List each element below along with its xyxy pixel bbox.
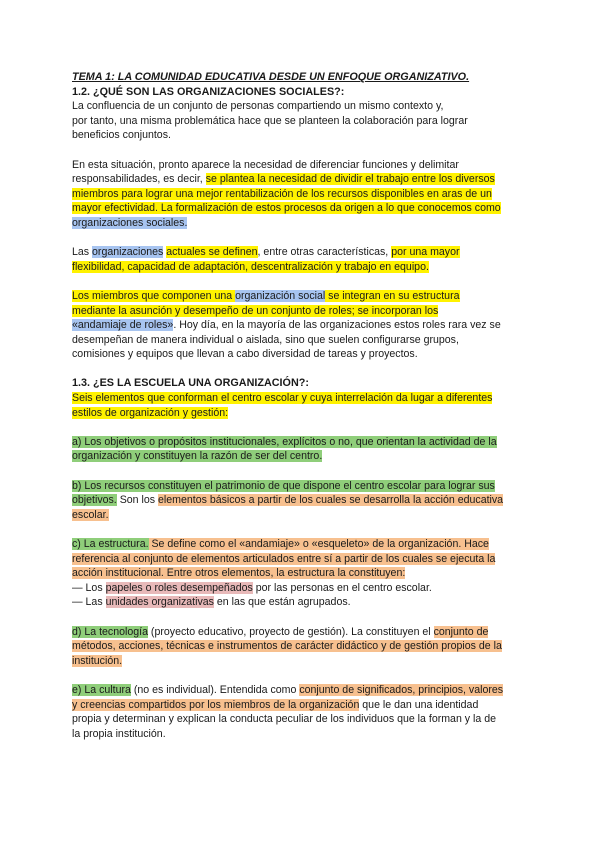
item-e-culture xyxy=(72,683,532,741)
document-title: TEMA 1: LA COMUNIDAD EDUCATIVA DESDE UN ENFOQUE ORGANIZATIVO. xyxy=(72,71,470,83)
highlight-yellow: miembros para lograr una mejor rentabilización de los recursos disponibles en aras de un xyxy=(72,187,492,200)
paragraph-current-organizations xyxy=(72,245,532,274)
section-heading-1-2: 1.2. ¿QUÉ SON LAS ORGANIZACIONES SOCIALES?: xyxy=(72,85,345,98)
highlight-orange: institución. xyxy=(72,654,123,667)
highlight-green: d) La tecnología xyxy=(72,625,148,638)
highlight-yellow: por una mayor xyxy=(391,246,460,259)
highlight-yellow: flexibilidad, capacidad de adaptación, descentralización y trabajo en equipo. xyxy=(72,260,429,273)
highlight-green: organización y constituyen la razón de ser del centro. xyxy=(72,450,323,463)
text-line: la propia institución. xyxy=(72,727,166,740)
text-span: (proyecto educativo, proyecto de gestión). La constituyen el xyxy=(147,625,434,638)
text-line: comisiones y equipos que llevan a cabo diversidad de tareas y proyectos. xyxy=(72,348,418,361)
highlight-pink: unidades organizativas xyxy=(105,596,214,609)
highlight-orange: conjunto de significados, principios, valores xyxy=(299,683,504,696)
document-page xyxy=(72,70,532,741)
text-span: en las que están agrupados. xyxy=(213,596,351,609)
item-c-structure xyxy=(72,537,532,610)
text-span: — Las xyxy=(72,596,106,609)
text-span: (no es individual). Entendida como xyxy=(130,683,300,696)
highlight-blue: organizaciones xyxy=(92,246,164,259)
highlight-yellow: mayor efectividad. La formalización de estos procesos da origen a lo que conocemos como xyxy=(72,202,501,215)
highlight-orange: métodos, acciones, técnicas e instrumentos de carácter didáctico y de gestión propios de la xyxy=(72,640,502,653)
highlight-yellow: Seis elementos que conforman el centro escolar y cuya interrelación da lugar a diferentes xyxy=(72,392,493,405)
text-line: En esta situación, pronto aparece la necesidad de diferenciar funciones y delimitar xyxy=(72,158,459,171)
text-line: por tanto, una misma problemática hace que se planteen la colaboración para lograr xyxy=(72,114,468,127)
highlight-blue: organización social xyxy=(235,289,326,302)
item-d-technology xyxy=(72,625,532,669)
highlight-yellow: Los miembros que componen una xyxy=(72,289,236,302)
highlight-pink: papeles o roles desempeñados xyxy=(105,581,253,594)
highlight-yellow: se plantea la necesidad de dividir el trabajo entre los diversos xyxy=(205,173,495,186)
highlight-yellow: se integran en su estructura xyxy=(325,289,460,302)
paragraph-members-roles xyxy=(72,289,532,362)
highlight-blue: «andamiaje de roles» xyxy=(72,319,174,332)
text-line: propia y determinan y explican la conducta peculiar de los individuos que la forman y la de xyxy=(72,713,496,726)
paragraph-division-of-work xyxy=(72,158,532,231)
highlight-green: a) Los objetivos o propósitos institucionales, explícitos o no, que orientan la actividad de la xyxy=(72,435,497,448)
highlight-green: objetivos. xyxy=(72,494,117,507)
text-span: que le dan una identidad xyxy=(359,698,479,711)
highlight-green: b) Los recursos constituyen el patrimonio de que dispone el centro escolar para lograr sus xyxy=(72,479,495,492)
highlight-orange: escolar. xyxy=(72,508,109,521)
highlight-green: e) La cultura xyxy=(72,683,131,696)
highlight-green: c) La estructura. xyxy=(72,538,149,550)
highlight-orange: acción institucional. Entre otros elementos, la estructura la constituyen: xyxy=(72,567,406,580)
item-b-resources xyxy=(72,479,532,523)
text-span: por las personas en el centro escolar. xyxy=(252,581,432,594)
text-line: desempeñan de manera individual o aislada, sino que suelen configurarse grupos, xyxy=(72,333,459,346)
highlight-orange: Se define como el «andamiaje» o «esqueleto» de la organización. Hace xyxy=(148,538,489,550)
highlight-orange: elementos básicos a partir de los cuales se desarrolla la acción educativa xyxy=(158,494,504,507)
paragraph-intro xyxy=(72,99,532,143)
item-a-objectives xyxy=(72,435,532,464)
highlight-blue: organizaciones sociales. xyxy=(72,216,188,229)
text-span: Son los xyxy=(116,494,158,507)
text-line: La confluencia de un conjunto de personas compartiendo un mismo contexto y, xyxy=(72,100,444,113)
text-line: beneficios conjuntos. xyxy=(72,129,171,142)
section-heading-1-3: 1.3. ¿ES LA ESCUELA UNA ORGANIZACIÓN?: xyxy=(72,377,309,390)
highlight-yellow: actuales se definen xyxy=(166,246,258,259)
text-span: . Hoy día, en la mayoría de las organizaciones estos roles rara vez se xyxy=(173,319,501,332)
highlight-orange: conjunto de xyxy=(433,625,489,638)
highlight-yellow: estilos de organización y gestión: xyxy=(72,406,229,419)
highlight-orange: y creencias compartidos por los miembros de la organización xyxy=(72,698,360,711)
text-span: Las xyxy=(72,246,93,259)
paragraph-six-elements xyxy=(72,391,532,420)
text-span: , entre otras características, xyxy=(257,246,392,259)
text-line: responsabilidades, es decir, xyxy=(72,173,206,186)
highlight-yellow: mediante la asunción y desempeño de un conjunto de roles; se incorporan los xyxy=(72,304,439,317)
text-span: — Los xyxy=(72,581,106,594)
highlight-orange: referencia al conjunto de elementos articulados entre sí a partir de los cuales se ejecuta la xyxy=(72,552,496,565)
